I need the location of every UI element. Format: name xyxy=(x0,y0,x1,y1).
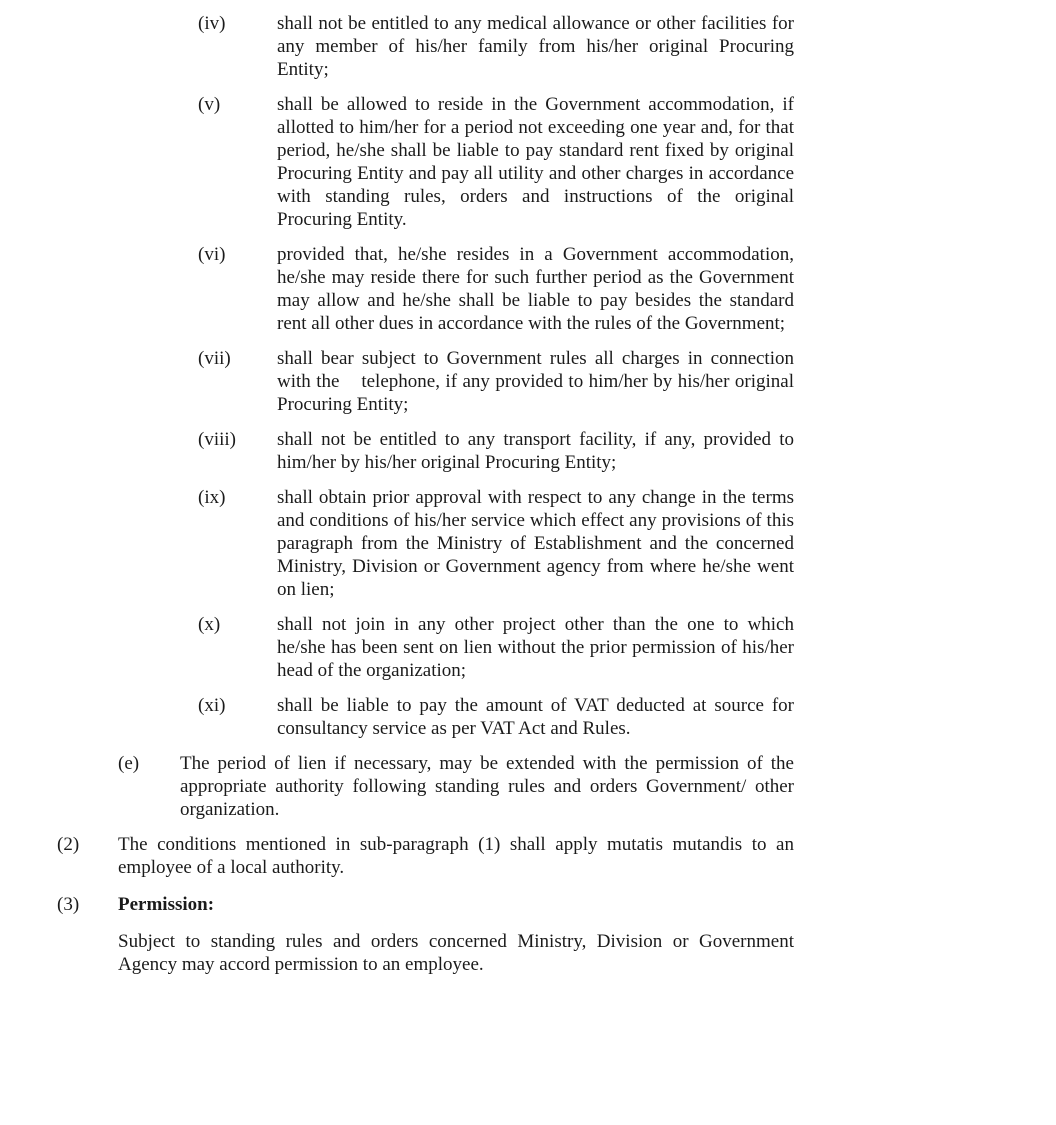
clause-label: (e) xyxy=(118,753,140,774)
clause-v xyxy=(57,93,794,231)
clause-label: (iv) xyxy=(198,13,226,34)
clause-text: shall bear subject to Government rules all charges in connection with the telephone, if any provided to him/her by his/her original Procuring Entity; xyxy=(277,348,794,415)
clause-viii xyxy=(57,428,794,474)
clause-text: shall be liable to pay the amount of VAT deducted at source for consultancy service as per VAT Act and Rules. xyxy=(277,695,794,739)
paragraph-2 xyxy=(57,833,794,879)
clause-text: provided that, he/she resides in a Government accommodation, he/she may reside there for such further period as the Government may allow and he/she shall be liable to pay besides the standard rent all other dues in accordance with the rules of the Government; xyxy=(277,244,794,334)
clause-text: shall not be entitled to any medical allowance or other facilities for any member of his/her family from his/her original Procuring Entity; xyxy=(277,13,794,80)
clause-text: shall obtain prior approval with respect to any change in the terms and conditions of his/her service which effect any provisions of this paragraph from the Ministry of Establishment and the concerned Ministry, Division or Government agency from where he/she went on lien; xyxy=(277,487,794,600)
clause-label: (vi) xyxy=(198,244,226,265)
clause-text: shall not be entitled to any transport facility, if any, provided to him/her by his/her original Procuring Entity; xyxy=(277,429,794,473)
clause-text: shall be allowed to reside in the Government accommodation, if allotted to him/her for a period not exceeding one year and, for that period, he/she shall be liable to pay standard rent fixed by original Procuring Entity and pay all utility and other charges in accordance with standing rules, orders and instructions of the original Procuring Entity. xyxy=(277,94,794,230)
clause-label: (xi) xyxy=(198,695,226,716)
clause-xi xyxy=(57,694,794,740)
clause-text: The period of lien if necessary, may be extended with the permission of the appropriate authority following standing rules and orders Government/ other organization. xyxy=(180,753,794,820)
clause-iv xyxy=(57,12,794,81)
clause-text: The conditions mentioned in sub-paragraph (1) shall apply mutatis mutandis to an employee of a local authority. xyxy=(118,834,794,878)
clause-label: (x) xyxy=(198,614,221,635)
permission-heading: Permission: xyxy=(118,894,215,915)
paragraph-3-body xyxy=(57,930,794,976)
clause-vii xyxy=(57,347,794,416)
clause-label: (2) xyxy=(57,834,80,855)
clause-e xyxy=(57,752,794,821)
clause-label: (ix) xyxy=(198,487,226,508)
clause-ix xyxy=(57,486,794,601)
clause-vi xyxy=(57,243,794,335)
clause-label: (3) xyxy=(57,894,80,915)
clause-x xyxy=(57,613,794,682)
paragraph-3-heading xyxy=(57,893,794,916)
document-body xyxy=(57,12,794,976)
clause-text: Subject to standing rules and orders concerned Ministry, Division or Government Agency may accord permission to an employee. xyxy=(118,931,794,975)
clause-text: shall not join in any other project other than the one to which he/she has been sent on lien without the prior permission of his/her head of the organization; xyxy=(277,614,794,681)
clause-label: (v) xyxy=(198,94,221,115)
clause-label: (vii) xyxy=(198,348,231,369)
clause-label: (viii) xyxy=(198,429,236,450)
